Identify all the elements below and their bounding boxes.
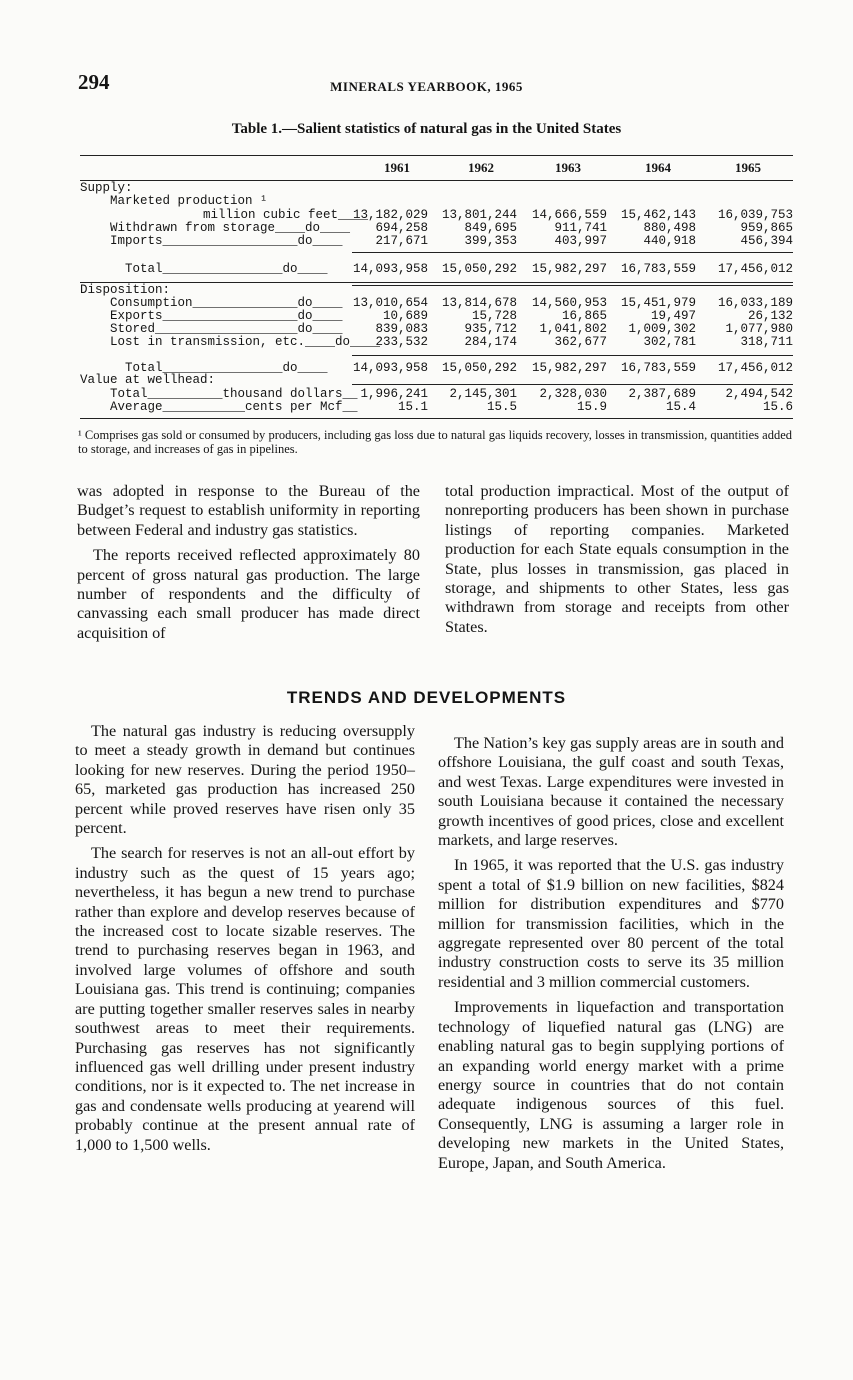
page-number: 294 (78, 70, 110, 94)
table-cell: 217,671 (375, 234, 428, 248)
table-cell: 2,328,030 (539, 387, 607, 401)
paragraph: total production impractical. Most of the output of nonreporting producers has been shown in purchase listings of reporting companies. Marketed production for each State equals consumption in the State, plus losses in transmission, gas placed in storage, and shipments to other States, less gas withdrawn from storage and receipts from other States. (445, 482, 789, 636)
table-cell: 13,801,244 (441, 208, 517, 222)
subtotal-rule-2 (352, 355, 793, 356)
column-header-1962: 1962 (468, 160, 494, 175)
table-cell: 880,498 (643, 221, 696, 235)
table-cell: 440,918 (643, 234, 696, 248)
table-cell: 13,010,654 (352, 296, 428, 310)
row-label-total-disposition: Total________________do____ (125, 361, 328, 375)
table-cell: 17,456,012 (717, 262, 793, 276)
row-label-exports: Exports__________________do____ (110, 309, 343, 323)
table-cell: 13,814,678 (441, 296, 517, 310)
paragraph: The search for reserves is not an all-out effort by industry such as the quest of 15 years ago; nevertheless, it has begun a new trend to purchase rather than explore and develop reserves because of the increased cost to locate sizable reserves. The trend to purchasing reserves began in 1963, and involved large volumes of offshore and south Louisiana gas. This trend is continuing; companies are putting together smaller reserves sales in nearby southwest areas to meet their requirements. Purchasing gas reserves has not significantly influenced gas well drilling under present industry conditions, nor is it expected to. The net increase in gas and condensate wells producing at yearend will probably continue at the present annual rate of 1,000 to 1,500 wells. (75, 844, 415, 1154)
paragraph: The Nation’s key gas supply areas are in south and offshore Louisiana, the gulf coast and south Texas, and west Texas. Large expenditures were invested in south Louisiana because it contained the necessary growth incentives of good prices, close and excellent markets, and large reserves. (438, 734, 784, 850)
trends-left-column (75, 722, 415, 1161)
table-cell: 2,387,689 (628, 387, 696, 401)
table-cell: 15.1 (397, 400, 428, 414)
table-top-rule (80, 155, 793, 156)
table-cell: 2,494,542 (725, 387, 793, 401)
running-title: MINERALS YEARBOOK, 1965 (330, 79, 523, 94)
paragraph: In 1965, it was reported that the U.S. gas industry spent a total of $1.9 billion on new facilities, $824 million for distribution expenditures and $770 million for transmission facilities, which in the aggregate represented over 80 percent of the total industry construction costs to serve its 35 million residential and 3 million commercial customers. (438, 856, 784, 991)
double-rule-1a (80, 282, 793, 283)
table-cell: 849,695 (464, 221, 517, 235)
table-cell: 16,865 (561, 309, 607, 323)
table-header-rule (80, 180, 793, 181)
table-cell: 284,174 (464, 335, 517, 349)
table-footnote: ¹ Comprises gas sold or consumed by producers, including gas loss due to natural gas liquids recovery, losses in transmission, quantities added to storage, and increases of gas in pipelines. (78, 428, 792, 456)
table-cell: 302,781 (643, 335, 696, 349)
table-cell: 14,093,958 (352, 361, 428, 375)
table-cell: 1,996,241 (360, 387, 428, 401)
table-cell: 456,394 (740, 234, 793, 248)
paragraph: The reports received reflected approximately 80 percent of gross natural gas production. The large number of respondents and the difficulty of canvassing each small producer has made direct acquisition of (77, 546, 420, 642)
row-label-lost: Lost in transmission, etc.____do____ (110, 335, 381, 349)
table-cell: 403,997 (554, 234, 607, 248)
table-cell: 16,783,559 (620, 361, 696, 375)
double-rule-2 (352, 384, 793, 385)
row-label-average: Average___________cents per Mcf__ (110, 400, 358, 414)
table-cell: 233,532 (375, 335, 428, 349)
paragraph: Improvements in liquefaction and transportation technology of liquefied natural gas (LNG) are enabling natural gas to begin supplying portions of an expanding world energy market with a prime energy source in countries that do not contain adequate indigenous sources of this fuel. Consequently, LNG is assuming a larger role in developing new markets in the United States, Europe, Japan, and South America. (438, 998, 784, 1172)
row-label-value: Value at wellhead: (80, 373, 216, 387)
table-cell: 935,712 (464, 322, 517, 336)
table-cell: 15,982,297 (531, 262, 607, 276)
subtotal-rule-1 (352, 252, 793, 253)
column-header-1964: 1964 (645, 160, 671, 175)
table-cell: 16,783,559 (620, 262, 696, 276)
table-cell: 362,677 (554, 335, 607, 349)
table-cell: 14,093,958 (352, 262, 428, 276)
double-rule-1b (352, 285, 793, 286)
row-label-total-supply: Total________________do____ (125, 262, 328, 276)
section-heading: TRENDS AND DEVELOPMENTS (286, 688, 567, 707)
table-cell: 911,741 (554, 221, 607, 235)
paragraph: The natural gas industry is reducing oversupply to meet a steady growth in demand but continues looking for new reserves. During the period 1950–65, marketed gas production has increased 250 percent while proved reserves have risen only 35 percent. (75, 722, 415, 838)
table-cell: 1,009,302 (628, 322, 696, 336)
table-cell: 15,451,979 (620, 296, 696, 310)
row-label-stored: Stored___________________do____ (110, 322, 343, 336)
trends-right-column (438, 734, 784, 1179)
column-header-1965: 1965 (735, 160, 761, 175)
row-label-value-total: Total__________thousand dollars__ (110, 387, 358, 401)
table-cell: 399,353 (464, 234, 517, 248)
column-header-1963: 1963 (555, 160, 581, 175)
table-cell: 959,865 (740, 221, 793, 235)
row-label-marketed-unit: million cubic feet____ (203, 208, 369, 222)
row-label-withdrawn: Withdrawn from storage____do____ (110, 221, 351, 235)
table-cell: 1,041,802 (539, 322, 607, 336)
table-cell: 19,497 (650, 309, 696, 323)
table-cell: 15,728 (471, 309, 517, 323)
table-cell: 15.9 (576, 400, 607, 414)
row-label-consumption: Consumption______________do____ (110, 296, 343, 310)
table-title: Table 1.—Salient statistics of natural gas in the United States (231, 121, 622, 137)
table-cell: 14,560,953 (531, 296, 607, 310)
row-label-marketed: Marketed production ¹ (110, 194, 268, 208)
table-cell: 15.5 (486, 400, 517, 414)
row-label-imports: Imports__________________do____ (110, 234, 343, 248)
table-cell: 15.6 (762, 400, 793, 414)
row-label-disposition: Disposition: (80, 283, 171, 297)
table-cell: 15,050,292 (441, 262, 517, 276)
upper-right-column (445, 482, 789, 643)
table-cell: 15.4 (665, 400, 696, 414)
table-cell: 839,083 (375, 322, 428, 336)
table-cell: 15,462,143 (620, 208, 696, 222)
table-cell: 17,456,012 (717, 361, 793, 375)
table-cell: 10,689 (382, 309, 428, 323)
table-cell: 14,666,559 (531, 208, 607, 222)
table-cell: 2,145,301 (449, 387, 517, 401)
row-label-supply: Supply: (80, 181, 133, 195)
table-cell: 26,132 (747, 309, 793, 323)
column-header-1961: 1961 (384, 160, 410, 175)
table-cell: 16,033,189 (717, 296, 793, 310)
upper-left-column (77, 482, 420, 649)
table-cell: 16,039,753 (717, 208, 793, 222)
table-cell: 694,258 (375, 221, 428, 235)
table-cell: 318,711 (740, 335, 793, 349)
table-bottom-rule (80, 418, 793, 419)
table-cell: 15,050,292 (441, 361, 517, 375)
table-cell: 1,077,980 (725, 322, 793, 336)
table-cell: 13,182,029 (352, 208, 428, 222)
paragraph: was adopted in response to the Bureau of the Budget’s request to establish uniformity in reporting between Federal and industry gas statistics. (77, 482, 420, 539)
table-cell: 15,982,297 (531, 361, 607, 375)
